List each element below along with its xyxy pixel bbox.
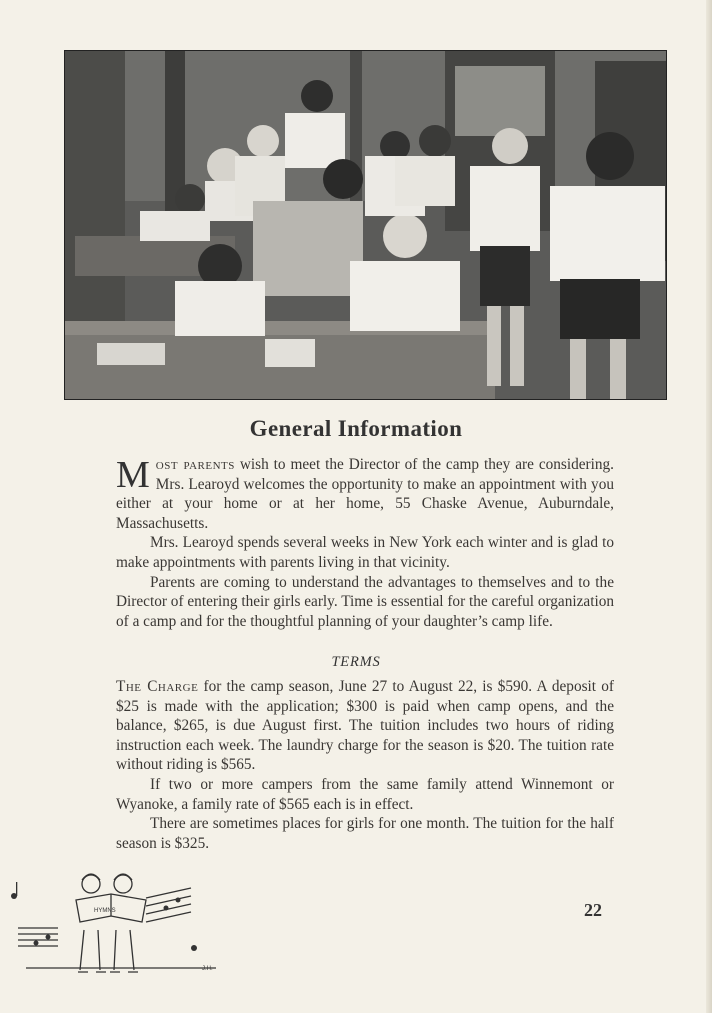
early-enrollment-paragraph: Parents are coming to understand the advantages to themselves and to the Director of entering their girls early. Time is essential for the careful organization of a camp and for the thoughtful planning of your daughter’s camp life.	[116, 573, 614, 630]
intro-section	[116, 455, 614, 631]
page-edge	[706, 0, 712, 1013]
charge-text: for the camp season, June 27 to August 22, is $590. A deposit of $25 is made with the application; $300 is paid when camp opens, and the balance, $265, is due August first. The tuition includes two hours of riding instruction each week. The laundry charge for the season is $20. The tuition rate without riding is $565.	[116, 678, 615, 774]
terms-heading: TERMS	[331, 654, 381, 670]
new-york-paragraph: Mrs. Learoyd spends several weeks in New York each winter and is glad to make appointments with parents living in that vicinity.	[116, 534, 614, 571]
intro-paragraph	[116, 455, 614, 533]
drop-cap: M	[116, 454, 150, 496]
intro-text: wish to meet the Director of the camp they are considering. Mrs. Learoyd welcomes the opportunity to make an appointment with you either at your home or at her home, 55 Chaske Avenue, Auburndale, Massachusetts.	[116, 456, 615, 532]
terms-section	[116, 677, 614, 853]
one-month-paragraph: There are sometimes places for girls for one month. The tuition for the half season is $325.	[116, 815, 614, 852]
family-rate-paragraph: If two or more campers from the same family attend Winnemont or Wyanoke, a family rate of $565 each is in effect.	[116, 775, 614, 813]
svg-text:J.H.: J.H.	[202, 966, 213, 972]
page-title: General Information	[249, 416, 463, 441]
charge-smallcaps: The Charge	[116, 678, 199, 695]
camp-photo	[64, 50, 667, 400]
page-number: 22	[584, 900, 602, 920]
intro-smallcaps: ost parents	[155, 456, 235, 473]
charge-paragraph	[116, 677, 614, 775]
singing-girls-doodle-icon	[6, 868, 226, 983]
photo-girls-at-craft-table-icon	[65, 51, 666, 399]
svg-text:HYMNS: HYMNS	[94, 908, 116, 914]
